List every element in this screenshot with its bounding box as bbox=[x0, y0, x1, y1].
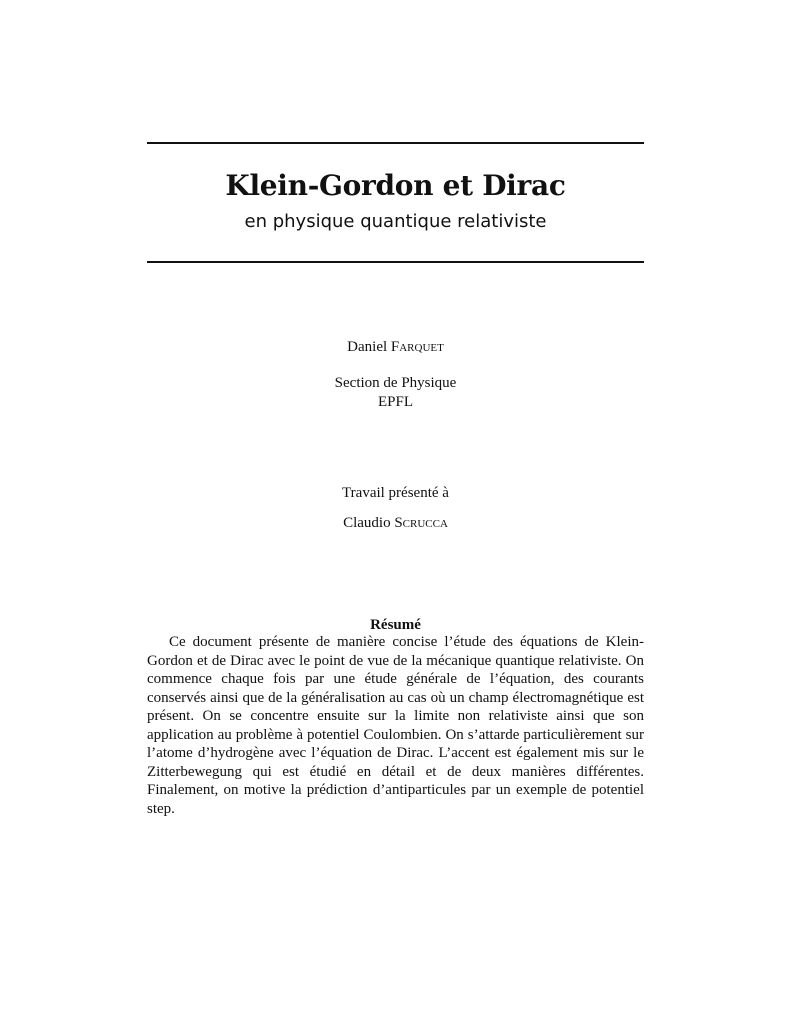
affiliation-section: Section de Physique bbox=[334, 375, 457, 391]
author-last-name: Farquet bbox=[390, 339, 444, 355]
supervisor-first-name: Claudio bbox=[343, 515, 391, 531]
supervisor-name bbox=[147, 514, 644, 533]
presented-to-label: Travail présenté à bbox=[342, 485, 449, 501]
affiliation-institution: EPFL bbox=[377, 394, 413, 410]
bottom-rule bbox=[147, 261, 644, 263]
supervisor-last-name: Scrucca bbox=[394, 515, 448, 531]
author-name bbox=[147, 338, 644, 357]
author-first-name: Daniel bbox=[347, 339, 388, 355]
abstract-heading: Résumé bbox=[370, 617, 421, 633]
document-title: Klein-Gordon et Dirac bbox=[225, 169, 566, 202]
abstract-body: Ce document présente de manière concise l’étude des équations de Klein-Gordon et de Dirac avec le point de vue de la mécanique quantique relativiste. On commence chaque fois par une étude générale de l’équation, des courants conservés ainsi que de la généralisation au cas où un champ électromagnétique est présent. On se concentre ensuite sur la limite non relativiste ainsi que son application au problème à potentiel Coulombien. On s’attarde particulièrement sur l’atome d’hydrogène avec l’équation de Dirac. L’accent est également mis sur le Zitterbewegung qui est étudié en détail et de deux manières différentes. Finalement, on motive la prédiction d’antiparticules par un exemple de potentiel step. bbox=[147, 634, 644, 817]
document-subtitle: en physique quantique relativiste bbox=[244, 211, 547, 232]
top-rule bbox=[147, 142, 644, 144]
